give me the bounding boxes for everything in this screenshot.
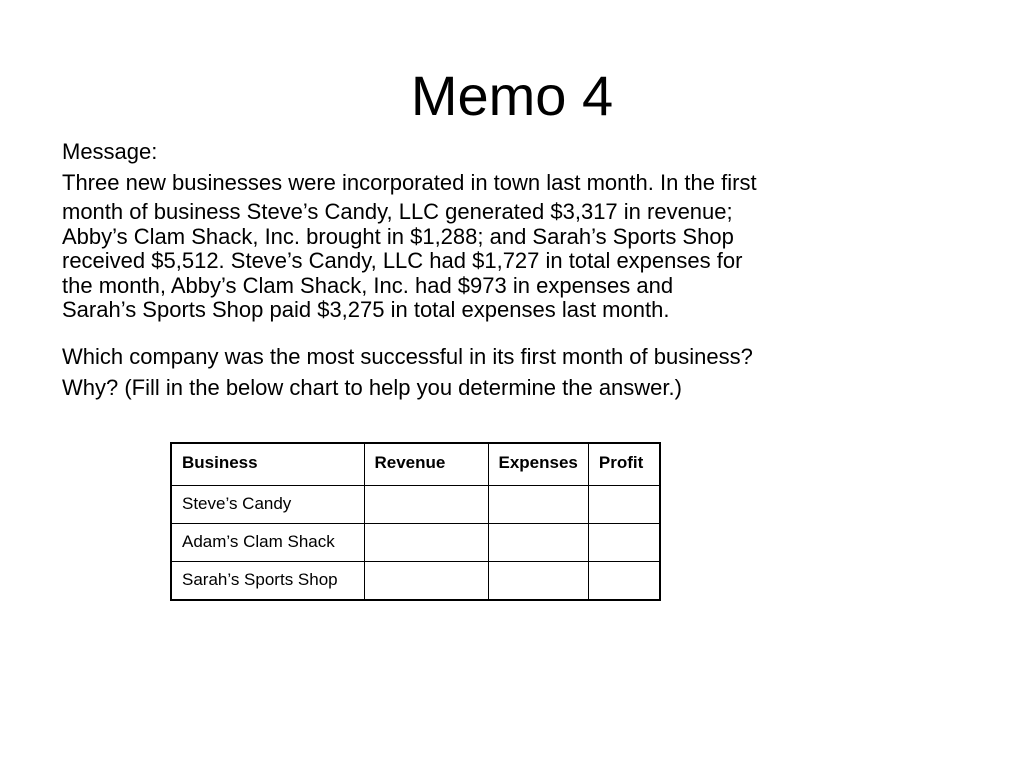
table-header-row: [171, 443, 660, 485]
paragraph-line: Sarah’s Sports Shop paid $3,275 in total expenses last month.: [62, 297, 670, 322]
header-revenue: Revenue: [364, 443, 488, 485]
cell-business: Sarah’s Sports Shop: [171, 561, 364, 600]
cell-expenses[interactable]: [488, 561, 588, 600]
table-row: [171, 485, 660, 523]
paragraph-line: Abby’s Clam Shack, Inc. brought in $1,288; and Sarah’s Sports Shop: [62, 223, 734, 249]
cell-profit[interactable]: [588, 485, 660, 523]
cell-expenses[interactable]: [488, 523, 588, 561]
message-paragraph-1: Three new businesses were incorporated in town last month. In the first: [62, 170, 757, 195]
cell-profit[interactable]: [588, 523, 660, 561]
message-label: Message:: [62, 139, 158, 164]
question-line-1: Which company was the most successful in its first month of business?: [62, 343, 753, 369]
paragraph-line: the month, Abby’s Clam Shack, Inc. had $973 in expenses and: [62, 272, 674, 298]
message-paragraph-2: [62, 200, 922, 323]
cell-revenue[interactable]: [364, 485, 488, 523]
paragraph-line: received $5,512. Steve’s Candy, LLC had $1,727 in total expenses for: [62, 248, 743, 273]
profit-table: [170, 442, 661, 601]
table-row: [171, 561, 660, 600]
cell-revenue[interactable]: [364, 523, 488, 561]
memo-body: [62, 138, 922, 405]
header-expenses: Expenses: [488, 443, 588, 485]
page-title: Memo 4: [410, 64, 614, 127]
question-line-2: Why? (Fill in the below chart to help you determine the answer.): [62, 374, 682, 400]
cell-expenses[interactable]: [488, 485, 588, 523]
cell-profit[interactable]: [588, 561, 660, 600]
paragraph-line: month of business Steve’s Candy, LLC generated $3,317 in revenue;: [62, 199, 733, 224]
cell-business: Steve’s Candy: [171, 485, 364, 523]
header-business: Business: [171, 443, 364, 485]
cell-revenue[interactable]: [364, 561, 488, 600]
cell-business: Adam’s Clam Shack: [171, 523, 364, 561]
header-profit: Profit: [588, 443, 660, 485]
table-row: [171, 523, 660, 561]
